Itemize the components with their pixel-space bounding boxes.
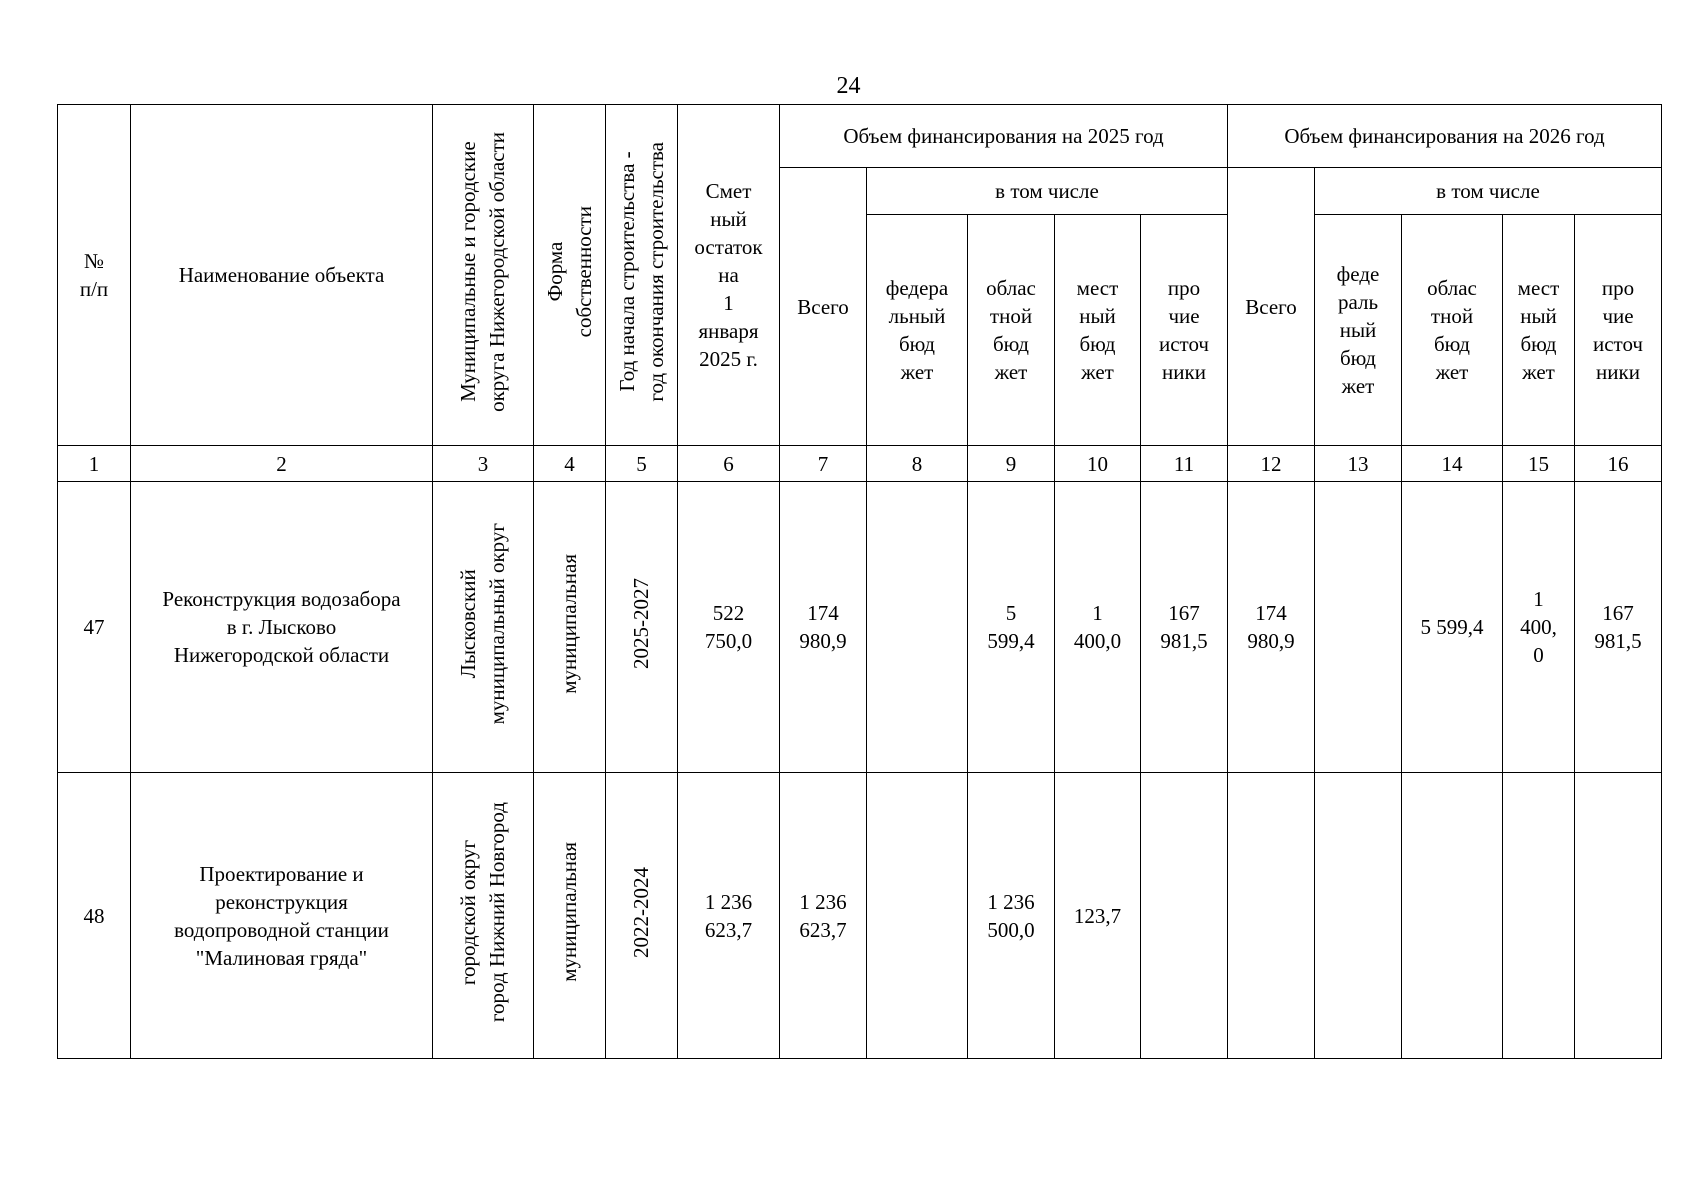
cell-local-2025: 123,7 (1055, 773, 1141, 1059)
header-financing-2025: Объем финансирования на 2025 год (780, 105, 1228, 168)
cell-local-2026 (1503, 773, 1575, 1059)
cell-federal-2026 (1315, 482, 1402, 773)
column-number: 14 (1402, 446, 1503, 482)
cell-federal-2025 (867, 482, 968, 773)
column-number: 4 (534, 446, 606, 482)
header-other-2025: про чие источ ники (1141, 215, 1228, 446)
header-object-name: Наименование объекта (131, 105, 433, 446)
column-number: 7 (780, 446, 867, 482)
header-estimated-balance: Смет ный остаток на 1 января 2025 г. (678, 105, 780, 446)
cell-federal-2026 (1315, 773, 1402, 1059)
cell-num: 47 (58, 482, 131, 773)
column-number: 5 (606, 446, 678, 482)
cell-municipality: Лысковский муниципальный округ (433, 482, 534, 773)
cell-other-2025 (1141, 773, 1228, 1059)
column-number: 3 (433, 446, 534, 482)
cell-other-2026: 167 981,5 (1575, 482, 1662, 773)
page-number: 24 (836, 73, 861, 99)
cell-local-2026: 1 400, 0 (1503, 482, 1575, 773)
column-number: 2 (131, 446, 433, 482)
cell-regional-2026: 5 599,4 (1402, 482, 1503, 773)
cell-regional-2026 (1402, 773, 1503, 1059)
financing-table (57, 104, 1662, 1059)
header-including-2026: в том числе (1315, 168, 1662, 215)
column-number: 12 (1228, 446, 1315, 482)
table-row (58, 482, 1662, 773)
header-federal-2026: феде раль ный бюд жет (1315, 215, 1402, 446)
column-number: 9 (968, 446, 1055, 482)
header-num: № п/п (58, 105, 131, 446)
header-federal-2025: федера льный бюд жет (867, 215, 968, 446)
cell-object-name: Реконструкция водозабора в г. Лысково Нижегородской области (131, 482, 433, 773)
table-row (58, 773, 1662, 1059)
header-other-2026: про чие источ ники (1575, 215, 1662, 446)
column-number: 16 (1575, 446, 1662, 482)
header-ownership: Форма собственности (534, 105, 606, 446)
cell-municipality: городской округ город Нижний Новгород (433, 773, 534, 1059)
cell-object-name: Проектирование и реконструкция водопроводной станции "Малиновая гряда" (131, 773, 433, 1059)
cell-total-2025: 174 980,9 (780, 482, 867, 773)
column-number-row (58, 446, 1662, 482)
cell-regional-2025: 1 236 500,0 (968, 773, 1055, 1059)
cell-ownership: муниципальная (534, 482, 606, 773)
cell-other-2025: 167 981,5 (1141, 482, 1228, 773)
header-municipality: Муниципальные и городские округа Нижегородской области (433, 105, 534, 446)
column-number: 15 (1503, 446, 1575, 482)
header-construction-years: Год начала строительства - год окончания строительства (606, 105, 678, 446)
cell-total-2026 (1228, 773, 1315, 1059)
cell-construction-years: 2025-2027 (606, 482, 678, 773)
cell-estimated-balance: 1 236 623,7 (678, 773, 780, 1059)
header-local-2026: мест ный бюд жет (1503, 215, 1575, 446)
cell-other-2026 (1575, 773, 1662, 1059)
header-regional-2026: облас тной бюд жет (1402, 215, 1503, 446)
cell-ownership: муниципальная (534, 773, 606, 1059)
cell-total-2026: 174 980,9 (1228, 482, 1315, 773)
header-total-2025: Всего (780, 168, 867, 446)
header-financing-2026: Объем финансирования на 2026 год (1228, 105, 1662, 168)
header-regional-2025: облас тной бюд жет (968, 215, 1055, 446)
column-number: 10 (1055, 446, 1141, 482)
column-number: 8 (867, 446, 968, 482)
column-number: 1 (58, 446, 131, 482)
cell-federal-2025 (867, 773, 968, 1059)
column-number: 11 (1141, 446, 1228, 482)
header-row (58, 105, 1662, 168)
column-number: 13 (1315, 446, 1402, 482)
cell-total-2025: 1 236 623,7 (780, 773, 867, 1059)
cell-num: 48 (58, 773, 131, 1059)
header-total-2026: Всего (1228, 168, 1315, 446)
cell-local-2025: 1 400,0 (1055, 482, 1141, 773)
header-including-2025: в том числе (867, 168, 1228, 215)
cell-regional-2025: 5 599,4 (968, 482, 1055, 773)
column-number: 6 (678, 446, 780, 482)
cell-construction-years: 2022-2024 (606, 773, 678, 1059)
header-local-2025: мест ный бюд жет (1055, 215, 1141, 446)
cell-estimated-balance: 522 750,0 (678, 482, 780, 773)
